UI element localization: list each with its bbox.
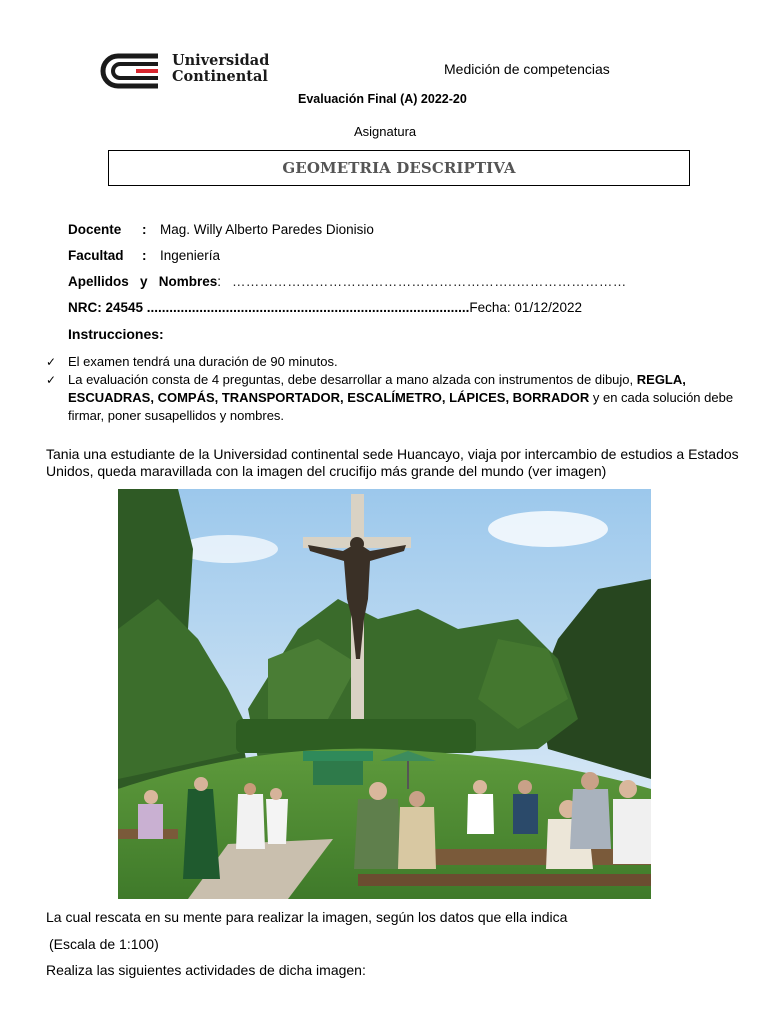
check-icon: ✓ [46,373,57,387]
instruction-tools: REGLA, ESCUADRAS, COMPÁS, TRANSPORTADOR, ESCALÍMETRO, LÁPICES, BORRADOR [68,372,686,405]
body-line-3: Realiza las siguientes actividades de dicha imagen: [46,962,366,978]
facultad-colon: : [142,248,147,263]
asignatura-value: GEOMETRIA DESCRIPTIVA [282,159,516,177]
instruction-text: El examen tendrá una duración de 90 minutos. [68,354,338,369]
body-line-2: (Escala de 1:100) [49,936,159,952]
nrc-label: NRC [68,300,98,315]
nrc-row [68,300,582,315]
list-item [46,371,736,425]
fecha-value: Fecha: 01/12/2022 [469,300,582,315]
apellidos-colon: : [217,274,222,289]
medicion-title: Medición de competencias [444,61,610,77]
apellidos-label: Apellidos y Nombres [68,274,218,289]
asignatura-label: Asignatura [354,124,417,139]
intro-paragraph: Tania una estudiante de la Universidad continental sede Huancayo, viaja por intercambio de estudios a Estados Unidos, queda maravillada con la imagen del crucifijo más grande del mundo (ver imagen) [46,446,739,479]
crucifix-photo [118,489,651,899]
nrc-value: : 24545 [97,300,144,315]
logo-text [172,53,269,85]
university-logo [96,50,271,92]
list-item [46,353,736,371]
nrc-blank: ...................................................................................... [143,300,470,315]
logo-line-1: Universidad [172,52,270,69]
body-line-1: La cual rescata en su mente para realizar la imagen, según los datos que ella indica [46,909,568,925]
logo-line-2: Continental [172,68,268,85]
docente-label: Docente [68,222,122,237]
apellidos-row [68,274,221,289]
docente-colon: : [142,222,147,237]
instruction-text: La evaluación consta de 4 preguntas, debe desarrollar a mano alzada con instrumentos de dibujo, [68,372,637,387]
docente-value: Mag. Willy Alberto Paredes Dionisio [160,222,374,237]
instructions-list [46,353,736,425]
logo-mark-icon [96,50,166,92]
apellidos-blank: ……………………………………………………..…………………… [232,274,627,289]
evaluacion-title: Evaluación Final (A) 2022-20 [298,92,467,106]
facultad-value: Ingeniería [160,248,221,263]
instrucciones-label: Instrucciones: [68,326,164,342]
facultad-label: Facultad [68,248,124,263]
crucifix-illustration [118,489,651,899]
asignatura-box [108,150,690,186]
check-icon: ✓ [46,355,57,369]
instruction-text-end: y en cada solución debe firmar, poner susapellidos y nombres. [68,390,734,423]
